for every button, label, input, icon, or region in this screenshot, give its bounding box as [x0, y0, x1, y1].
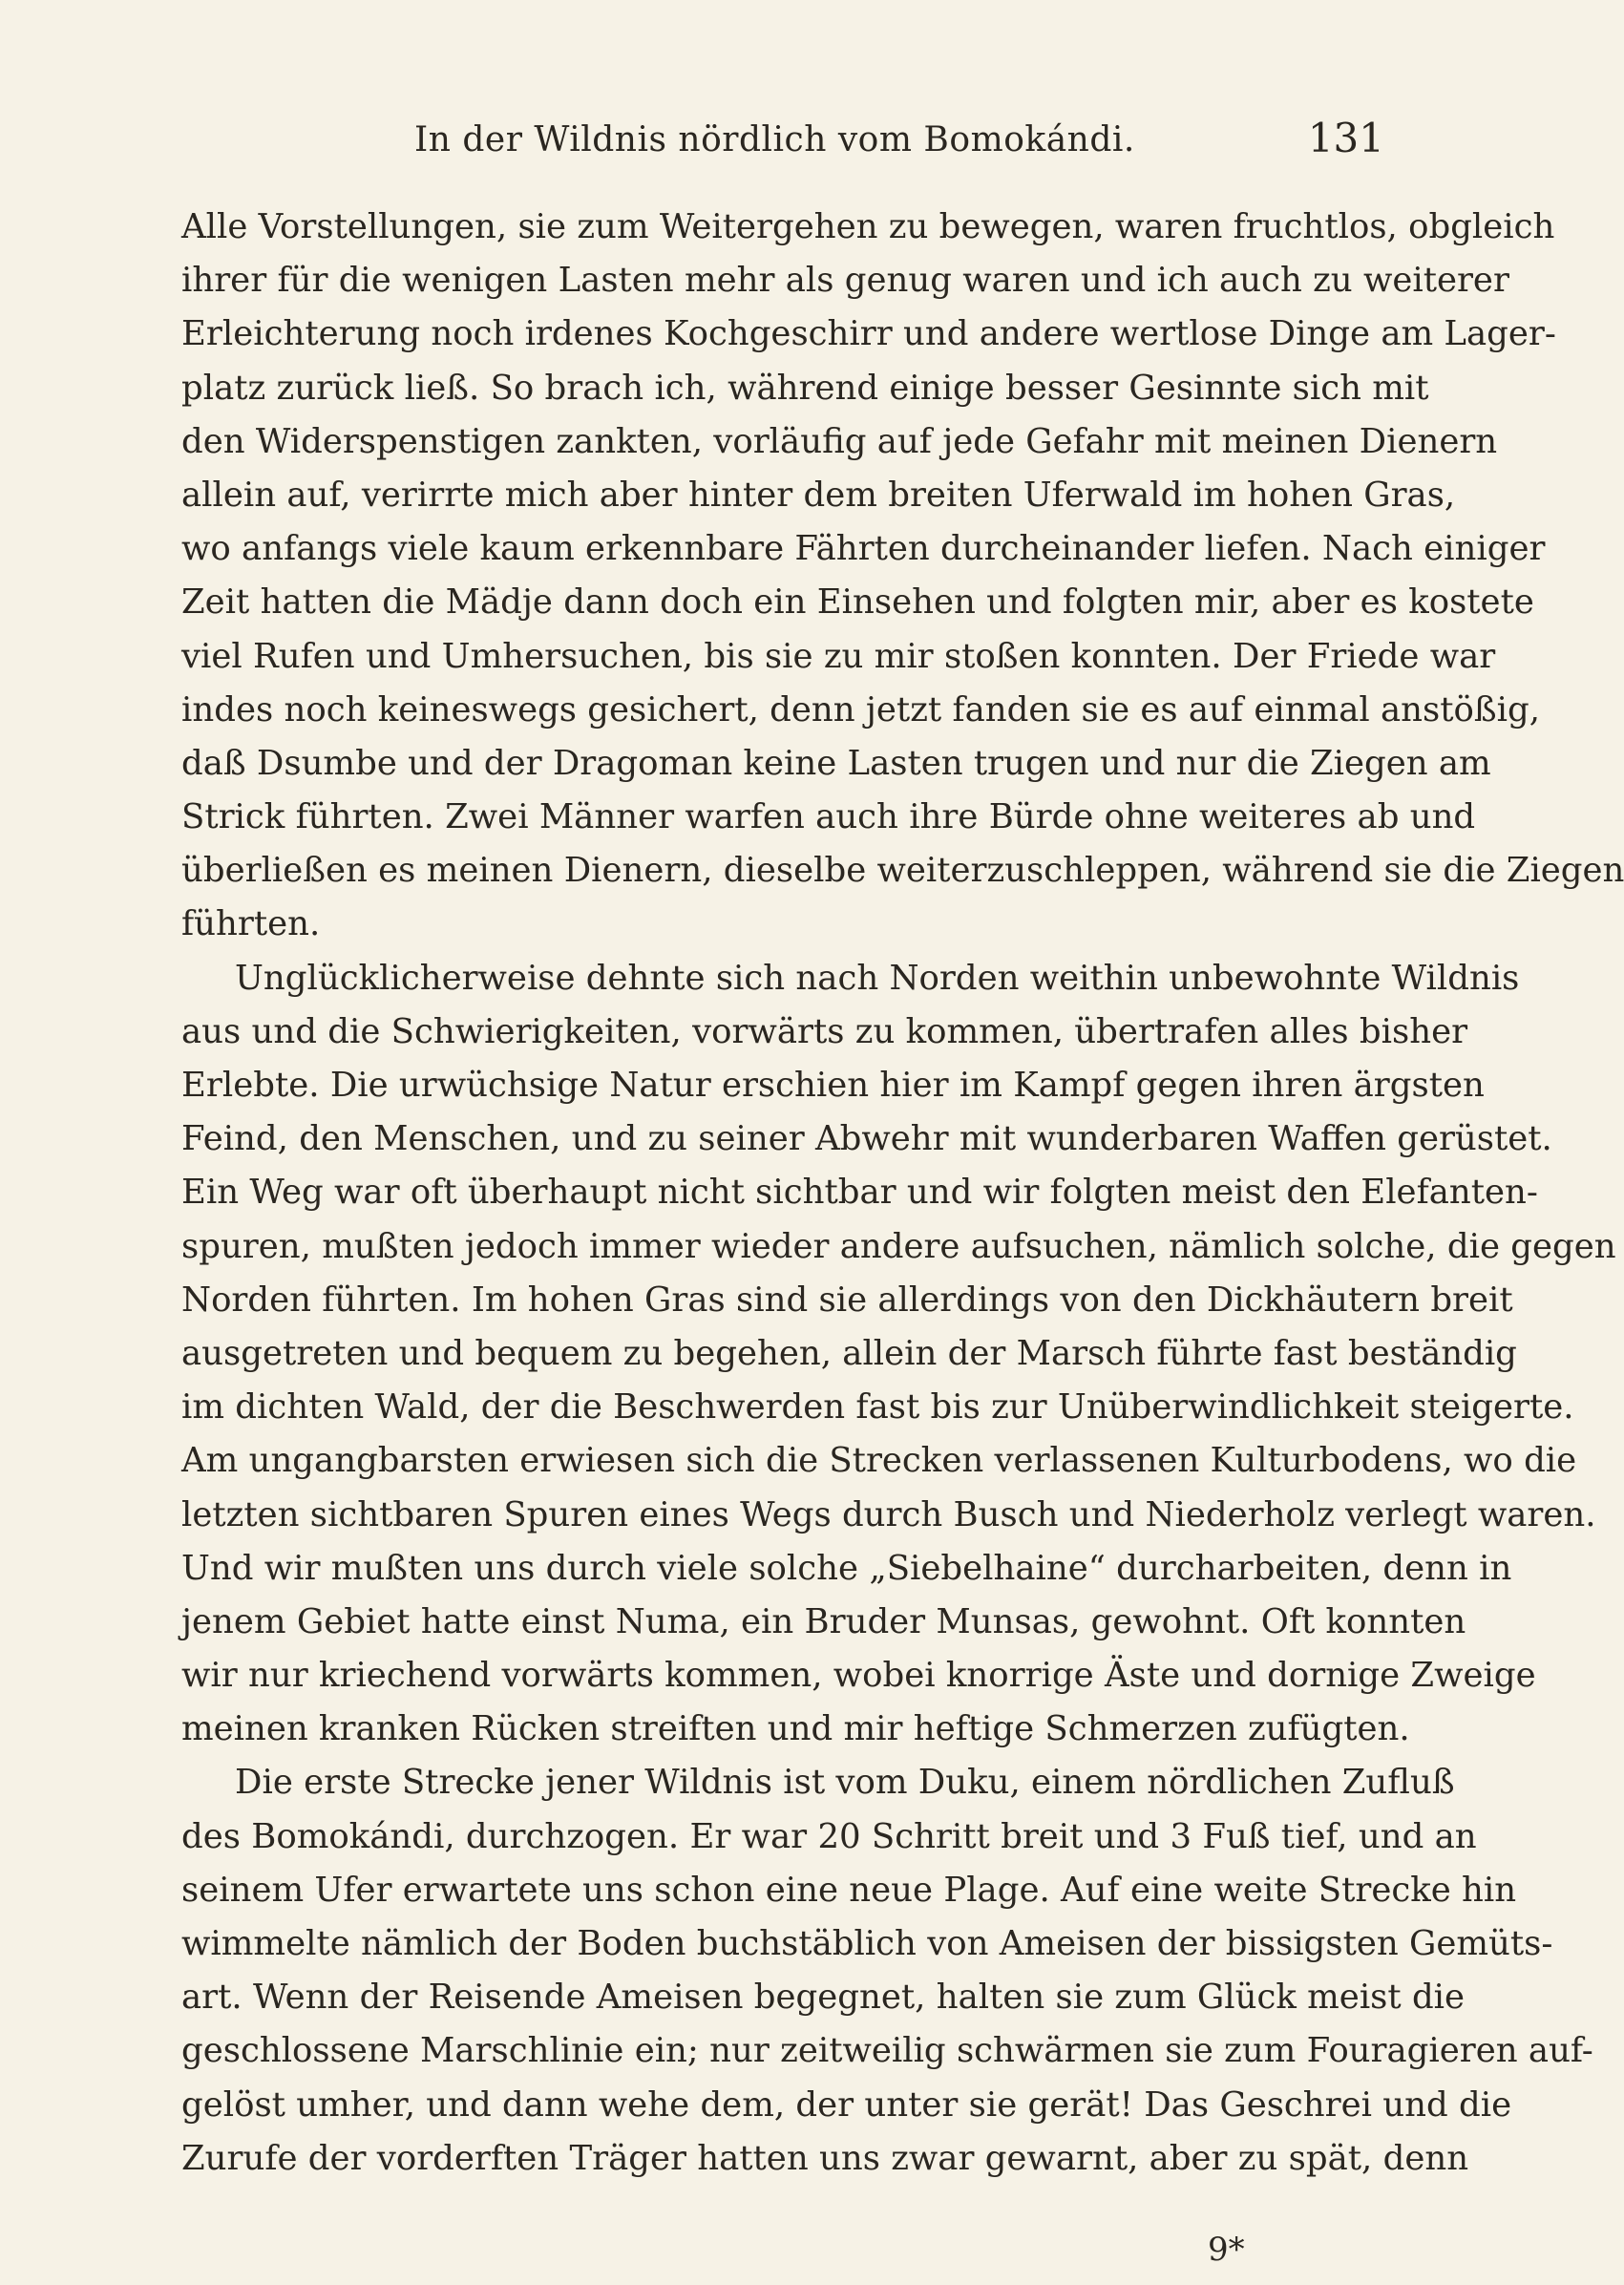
- text-line: Am ungangbarsten erwiesen sich die Strecken verlassenen Kulturbodens, wo die: [181, 1441, 1577, 1481]
- text-line: viel Rufen und Umhersuchen, bis sie zu mir stoßen konnten. Der Friede war: [181, 636, 1496, 676]
- text-line: spuren, mußten jedoch immer wieder andere aufsuchen, nämlich solche, die gegen: [181, 1226, 1616, 1266]
- text-line: indes noch keineswegs gesichert, denn jetzt fanden sie es auf einmal anstößig,: [181, 689, 1540, 730]
- text-line: Unglücklicherweise dehnte sich nach Norden weithin unbewohnte Wildnis: [235, 958, 1520, 998]
- text-line: allein auf, verirrte mich aber hinter dem breiten Uferwald im hohen Gras,: [181, 475, 1456, 515]
- text-line: den Widerspenstigen zankten, vorläufig auf jede Gefahr mit meinen Dienern: [181, 421, 1498, 461]
- text-line: platz zurück ließ. So brach ich, während einige besser Gesinnte sich mit: [181, 368, 1429, 408]
- text-line: Ein Weg war oft überhaupt nicht sichtbar und wir folgten meist den Elefanten-: [181, 1173, 1538, 1213]
- text-line: letzten sichtbaren Spuren eines Wegs durch Busch und Niederholz verlegt waren.: [181, 1494, 1596, 1534]
- text-line: wimmelte nämlich der Boden buchstäblich von Ameisen der bissigsten Gemüts-: [181, 1924, 1553, 1963]
- text-line: Feind, den Menschen, und zu seiner Abwehr mit wunderbaren Waffen gerüstet.: [181, 1119, 1552, 1159]
- text-line: Erleichterung noch irdenes Kochgeschirr und andere wertlose Dinge am Lager-: [181, 314, 1556, 354]
- text-line: wo anfangs viele kaum erkennbare Fährten durcheinander liefen. Nach einiger: [181, 529, 1546, 569]
- text-line: ausgetreten und bequem zu begehen, allein der Marsch führte fast beständig: [181, 1333, 1517, 1373]
- text-line: meinen kranken Rücken streiften und mir heftige Schmerzen zufügten.: [181, 1709, 1410, 1749]
- text-line: gelöst umher, und dann wehe dem, der unter sie gerät! Das Geschrei und die: [181, 2084, 1512, 2125]
- text-line: Zeit hatten die Mädje dann doch ein Einsehen und folgten mir, aber es kostete: [181, 582, 1534, 623]
- text-line: Die erste Strecke jener Wildnis ist vom Duku, einem nördlichen Zufluß: [235, 1763, 1455, 1803]
- text-line: Norden führten. Im hohen Gras sind sie allerdings von den Dickhäutern breit: [181, 1280, 1513, 1320]
- text-line: aus und die Schwierigkeiten, vorwärts zu kommen, übertrafen alles bisher: [181, 1011, 1468, 1051]
- text-line: daß Dsumbe und der Dragoman keine Lasten trugen und nur die Ziegen am: [181, 743, 1491, 783]
- running-title: In der Wildnis nördlich vom Bomokándi.: [414, 120, 1135, 159]
- text-line: Zurufe der vorderften Träger hatten uns zwar gewarnt, aber zu spät, denn: [181, 2138, 1469, 2178]
- page-number: 131: [1307, 115, 1384, 161]
- text-line: Und wir mußten uns durch viele solche „Siebelhaine“ durcharbeiten, denn in: [181, 1548, 1512, 1588]
- text-line: seinem Ufer erwartete uns schon eine neue Plage. Auf eine weite Strecke hin: [181, 1870, 1517, 1910]
- text-line: Alle Vorstellungen, sie zum Weitergehen zu bewegen, waren fruchtlos, obgleich: [181, 207, 1555, 246]
- text-line: Erlebte. Die urwüchsige Natur erschien hier im Kampf gegen ihren ärgsten: [181, 1066, 1485, 1105]
- text-line: geschlossene Marschlinie ein; nur zeitweilig schwärmen sie zum Fouragieren auf-: [181, 2031, 1593, 2071]
- text-line: jenem Gebiet hatte einst Numa, ein Bruder Munsas, gewohnt. Oft konnten: [181, 1601, 1466, 1641]
- text-line: wir nur kriechend vorwärts kommen, wobei knorrige Äste und dornige Zweige: [181, 1656, 1536, 1696]
- page-header: [181, 113, 1384, 170]
- body-text: [181, 201, 1624, 2186]
- text-line: ihrer für die wenigen Lasten mehr als genug waren und ich auch zu weiterer: [181, 261, 1509, 301]
- text-line: im dichten Wald, der die Beschwerden fast bis zur Unüberwindlichkeit steigerte.: [181, 1387, 1574, 1428]
- text-line: art. Wenn der Reisende Ameisen begegnet, halten sie zum Glück meist die: [181, 1978, 1466, 2018]
- text-line: überließen es meinen Dienern, dieselbe weiterzuschleppen, während sie die Ziegen: [181, 851, 1624, 891]
- text-line: Strick führten. Zwei Männer warfen auch ihre Bürde ohne weiteres ab und: [181, 797, 1476, 837]
- text-line: führten.: [181, 904, 321, 944]
- signature-mark: 9*: [1208, 2231, 1245, 2269]
- text-line: des Bomokándi, durchzogen. Er war 20 Schritt breit und 3 Fuß tief, und an: [181, 1816, 1477, 1856]
